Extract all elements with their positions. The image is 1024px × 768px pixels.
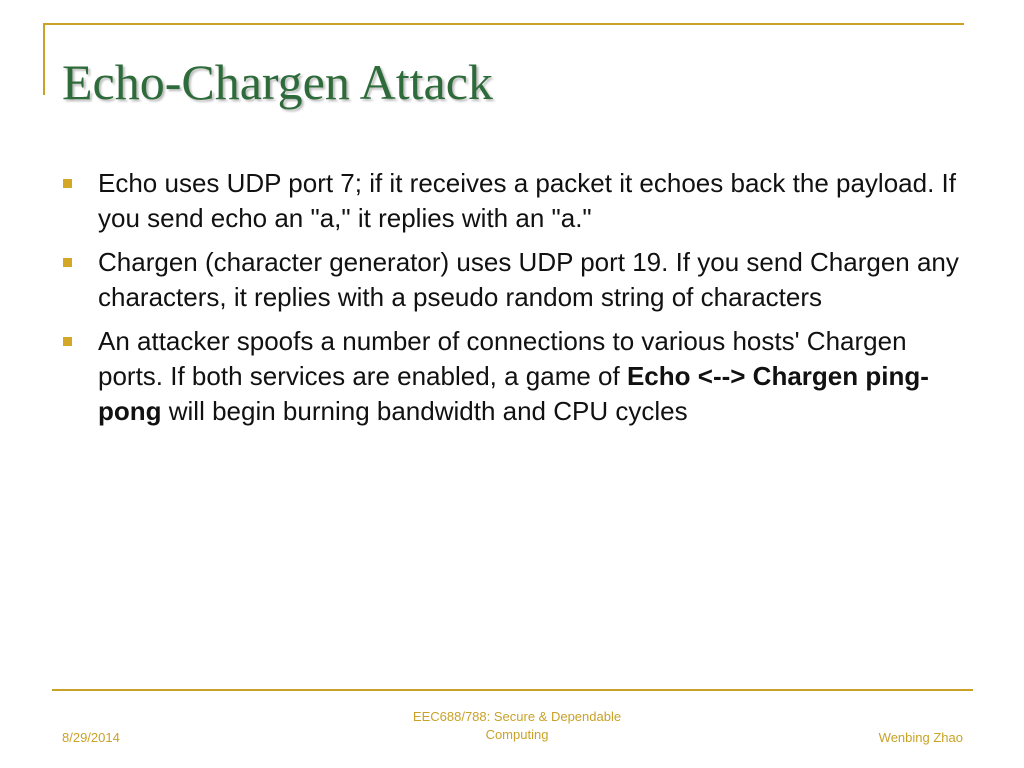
frame-top-line [43, 23, 964, 25]
footer-course-line-2: Computing [485, 727, 549, 742]
bullet-text-part: will begin burning bandwidth and CPU cycles [161, 396, 688, 426]
square-bullet-icon [63, 337, 72, 346]
footer-divider-line [52, 689, 973, 691]
frame-left-line [43, 23, 45, 95]
bullet-text-part: An attacker spoofs a number of connections to various hosts' Chargen ports. If both services are enabled, a game of [98, 326, 907, 391]
footer-course-title [362, 708, 672, 744]
bullet-text-emphasis: Echo <--> Chargen ping-pong [98, 361, 929, 426]
bullet-item-attack [62, 324, 962, 429]
footer-date: 8/29/2014 [62, 730, 120, 745]
square-bullet-icon [63, 258, 72, 267]
bullet-item-chargen [62, 245, 962, 315]
bullet-text [98, 168, 956, 233]
bullet-text-part: Chargen (character generator) uses UDP port 19. If you send Chargen any characters, it replies with a pseudo random string of characters [98, 247, 959, 312]
square-bullet-icon [63, 179, 72, 188]
bullet-item-echo [62, 166, 962, 236]
footer-course-line-1: EEC688/788: Secure & Dependable [412, 709, 622, 724]
bullet-list [62, 166, 962, 438]
bullet-text [98, 247, 959, 312]
bullet-text-part: Echo uses UDP port 7; if it receives a packet it echoes back the payload. If you send echo an "a," it replies with an "a." [98, 168, 956, 233]
bullet-text [98, 326, 929, 426]
footer-author: Wenbing Zhao [878, 730, 963, 745]
slide-title: Echo-Chargen Attack [62, 54, 493, 110]
